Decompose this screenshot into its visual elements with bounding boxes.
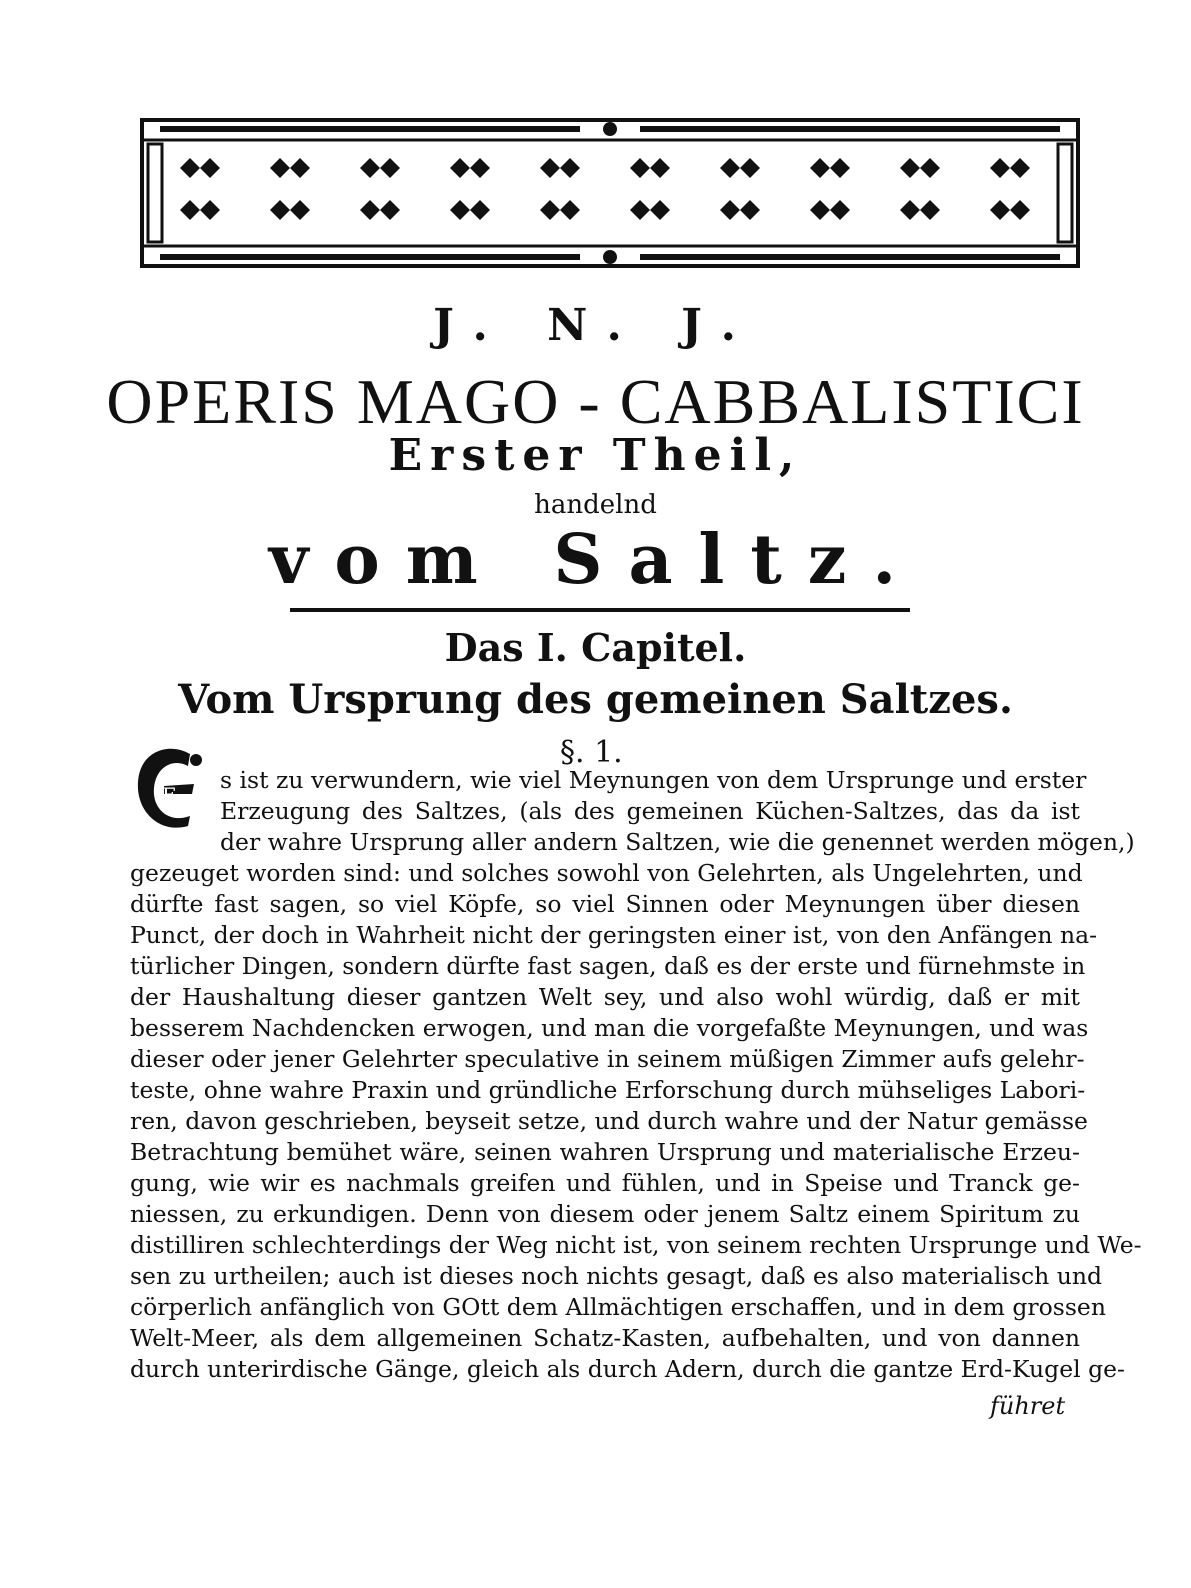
text-line: Punct, der doch in Wahrheit nicht der geringsten einer ist, von den Anfängen na- (130, 921, 1098, 949)
chapter-title: Vom Ursprung des gemeinen Saltzes. (178, 676, 1013, 723)
text-line: distilliren schlechterdings der Weg nicht ist, von seinem rechten Ursprunge und We- (130, 1231, 1142, 1259)
section-mark: §. 1. (560, 735, 623, 770)
text-line: dieser oder jener Gelehrter speculative in seinem müßigen Zimmer aufs gelehr- (130, 1045, 1085, 1073)
drop-cap-letter: E (162, 783, 177, 807)
text-line: Welt-Meer, als dem allgemeinen Schatz-Kasten, aufbehalten, und von dannen (130, 1324, 1080, 1352)
text-line: s ist zu verwundern, wie viel Meynungen von dem Ursprunge und erster (220, 766, 1087, 794)
text-line: niessen, zu erkundigen. Denn von diesem oder jenem Saltz einem Spiritum zu (130, 1200, 1080, 1228)
book-title: OPERIS MAGO - CABBALISTICI (106, 366, 1085, 437)
text-line: Erzeugung des Saltzes, (als des gemeinen Küchen-Saltzes, das da ist (220, 797, 1080, 825)
text-line: türlicher Dingen, sondern dürfte fast sagen, daß es der erste und fürnehmste in (130, 952, 1086, 980)
text-line: ren, davon geschrieben, beyseit setze, und durch wahre und der Natur gemässe (130, 1107, 1088, 1135)
text-line: sen zu urtheilen; auch ist dieses noch nichts gesagt, daß es also materialisch und (130, 1262, 1103, 1290)
title-connector: handelnd (534, 490, 657, 520)
horizontal-rule (290, 608, 910, 612)
text-line: gezeuget worden sind: und solches sowohl von Gelehrten, als Ungelehrten, und (130, 859, 1083, 887)
text-line: gung, wie wir es nachmals greifen und fühlen, und in Speise und Tranck ge- (130, 1169, 1080, 1197)
text-line: der Haushaltung dieser gantzen Welt sey, und also wohl würdig, daß er mit (130, 983, 1080, 1011)
inri-heading: J. N. J. (433, 300, 758, 351)
catchword: führet (990, 1392, 1066, 1420)
ornamental-header-band (140, 118, 1080, 268)
part-title: Erster Theil, (388, 430, 803, 481)
text-line: dürfte fast sagen, so viel Köpfe, so viel Sinnen oder Meynungen über diesen (130, 890, 1080, 918)
text-line: besserem Nachdencken erwogen, und man die vorgefaßte Meynungen, und was (130, 1014, 1089, 1042)
text-line: Betrachtung bemühet wäre, seinen wahren Ursprung und materialische Erzeu- (130, 1138, 1080, 1166)
subject-title: vom Saltz. (268, 520, 923, 600)
text-line: der wahre Ursprung aller andern Saltzen, wie die genennet werden mögen,) (220, 828, 1135, 856)
body-paragraph (130, 765, 1142, 1385)
text-line: cörperlich anfänglich von GOtt dem Allmächtigen erschaffen, und in dem grossen (130, 1293, 1106, 1321)
text-line: teste, ohne wahre Praxin und gründliche Erforschung durch mühseliges Labori- (130, 1076, 1086, 1104)
text-line: durch unterirdische Gänge, gleich als durch Adern, durch die gantze Erd-Kugel ge- (130, 1355, 1125, 1383)
chapter-number: Das I. Capitel. (444, 625, 747, 670)
